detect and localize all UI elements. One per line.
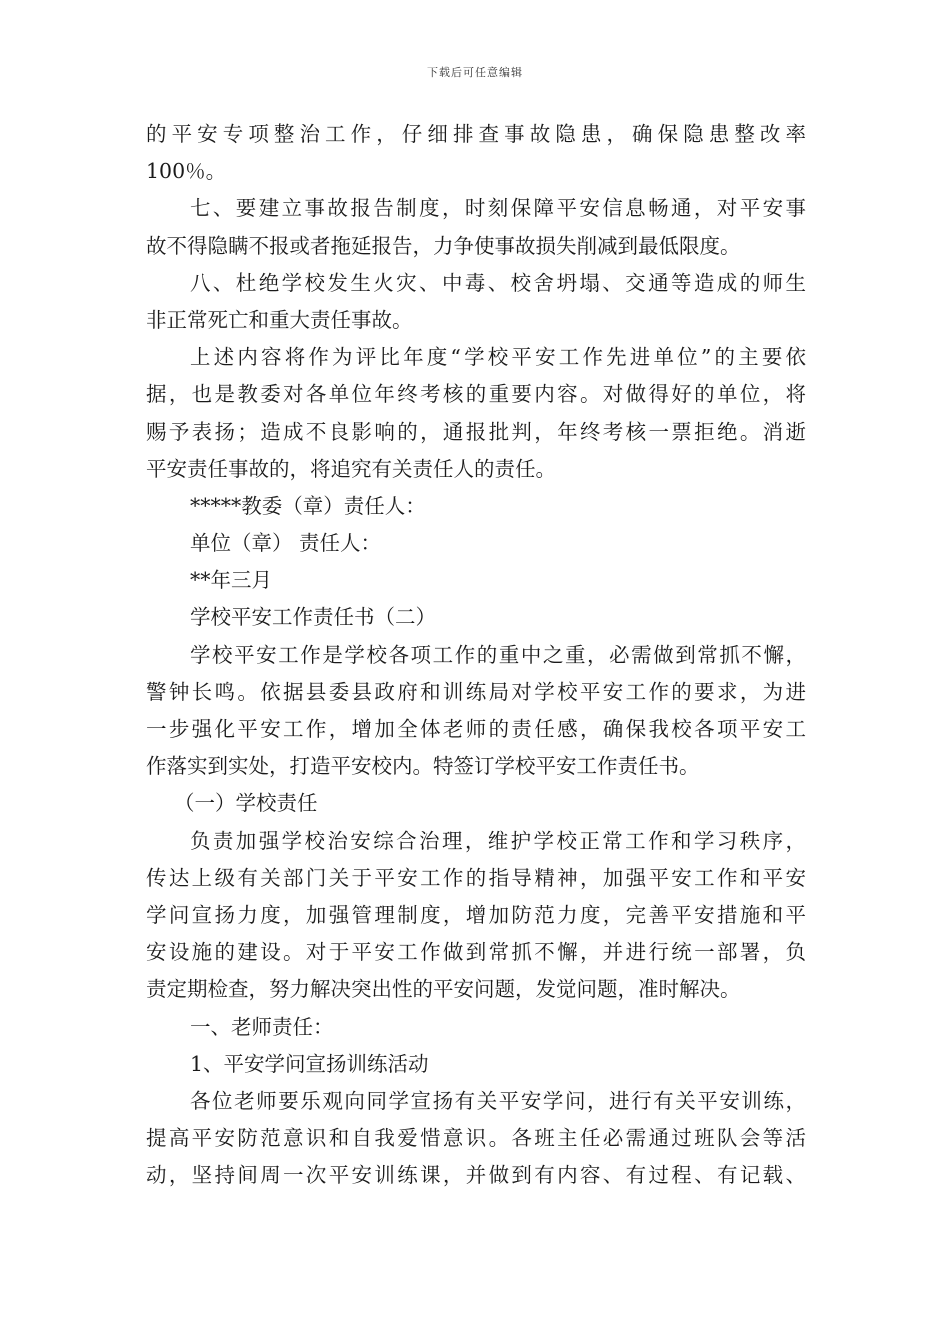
- text-line: 七、要建立事故报告制度，时刻保障平安信息畅通，对平安事: [190, 196, 806, 221]
- text-line: 学校平安工作责任书（二）: [190, 605, 436, 630]
- text-line: 的平安专项整治工作，仔细排查事故隐患，确保隐患整改率: [146, 122, 806, 146]
- text-line: 平安责任事故的，将追究有关责任人的责任。: [146, 456, 556, 481]
- text-line: 作落实到实处，打造平安校内。特签订学校平安工作责任书。: [146, 754, 700, 779]
- text-line: 学校平安工作是学校各项工作的重中之重，必需做到常抓不懈，: [190, 642, 806, 667]
- text-line: 一步强化平安工作，增加全体老师的责任感，确保我校各项平安工: [146, 717, 806, 741]
- text-line: （一）学校责任: [174, 791, 318, 816]
- text-line: 非正常死亡和重大责任事故。: [146, 307, 413, 332]
- text-line: 100％。: [146, 159, 227, 184]
- text-line: 提高平安防范意识和自我爱惜意识。各班主任必需通过班队会等活: [146, 1126, 806, 1151]
- text-line: 故不得隐瞒不报或者拖延报告，力争使事故损失削减到最低限度。: [146, 233, 741, 258]
- text-line: 学问宣扬力度，加强管理制度，增加防范力度，完善平安措施和平: [146, 902, 806, 927]
- text-line: 据，也是教委对各单位年终考核的重要内容。对做得好的单位，将: [146, 382, 806, 407]
- text-line: 安设施的建设。对于平安工作做到常抓不懈，并进行统一部署，负: [146, 940, 806, 965]
- text-line: 各位老师要乐观向同学宣扬有关平安学问，进行有关平安训练，: [190, 1088, 806, 1113]
- text-line: 负责加强学校治安综合治理，维护学校正常工作和学习秩序，: [190, 828, 806, 853]
- text-line: 一、老师责任：: [190, 1014, 334, 1039]
- text-line: 传达上级有关部门关于平安工作的指导精神，加强平安工作和平安: [146, 865, 806, 890]
- text-line: 赐予表扬；造成不良影响的，通报批判，年终考核一票拒绝。消逝: [146, 419, 806, 444]
- document-body: [146, 116, 806, 1194]
- text-line: 动，坚持间周一次平安训练课，并做到有内容、有过程、有记载、: [146, 1163, 806, 1188]
- text-line: 责定期检查，努力解决突出性的平安问题，发觉问题，准时解决。: [146, 977, 741, 1002]
- page-header: 下载后可任意编辑: [427, 66, 523, 79]
- text-line: 警钟长鸣。依据县委县政府和训练局对学校平安工作的要求，为进: [146, 679, 806, 704]
- text-line: 单位（章） 责任人：: [190, 531, 382, 556]
- text-line: *****教委（章）责任人：: [190, 493, 426, 518]
- text-line: **年三月: [190, 568, 272, 593]
- text-line: 八、杜绝学校发生火灾、中毒、校舍坍塌、交通等造成的师生: [190, 270, 806, 295]
- text-line: 上述内容将作为评比年度“学校平安工作先进单位”的主要依: [190, 345, 806, 370]
- text-line: 1、平安学问宣扬训练活动: [190, 1051, 429, 1076]
